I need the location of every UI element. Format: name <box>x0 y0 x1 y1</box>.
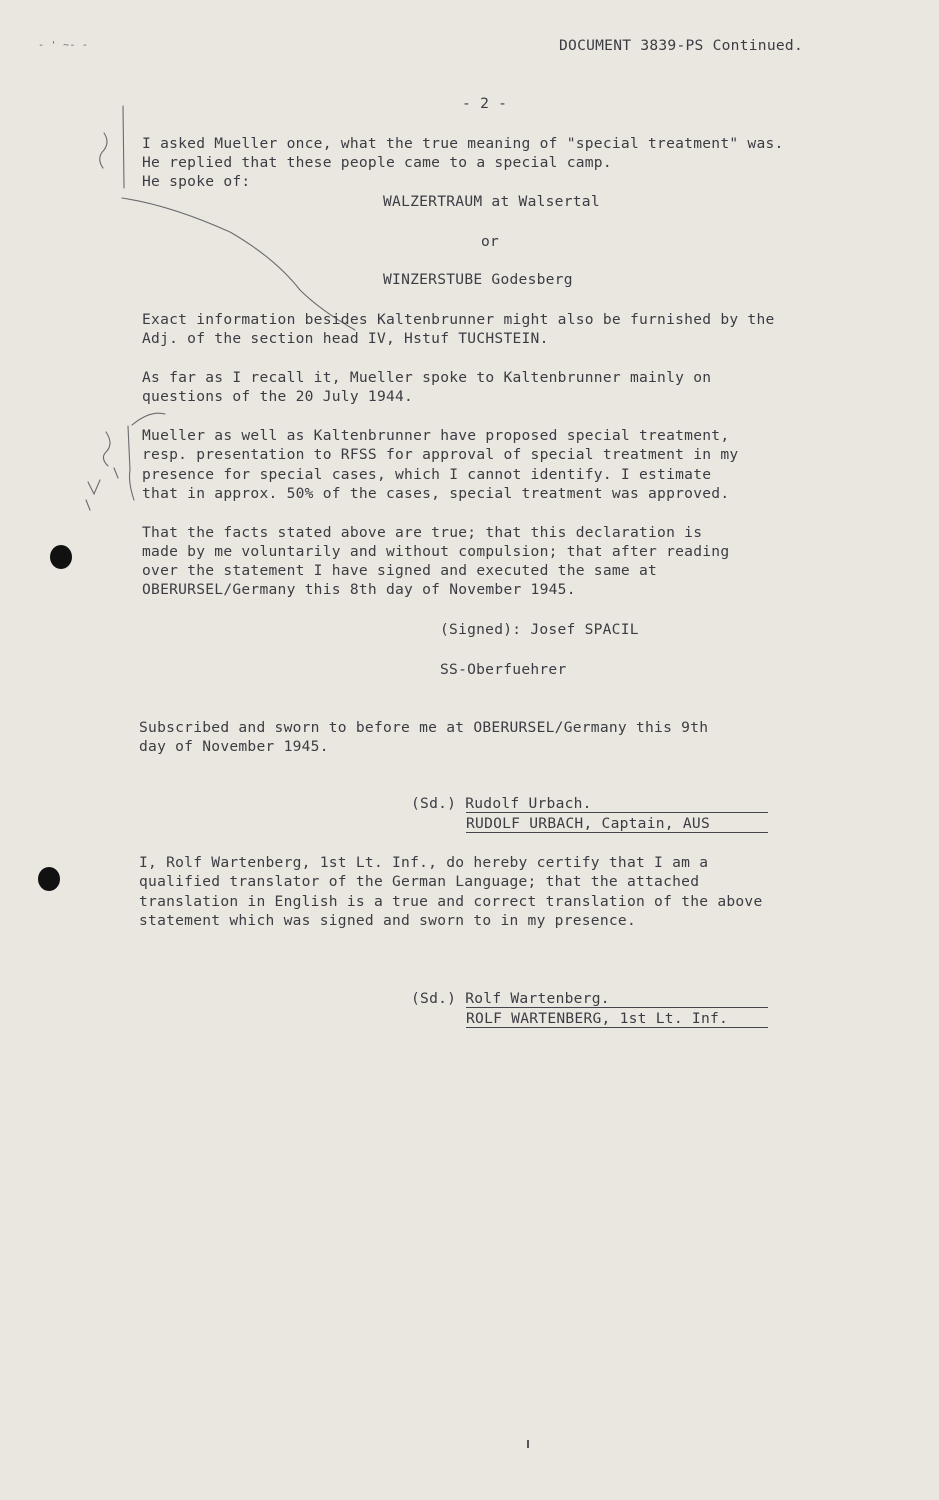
page-number: - 2 - <box>462 95 508 112</box>
punch-hole-upper <box>50 545 72 569</box>
certification-line4: statement which was signed and sworn to in my presence. <box>139 912 636 929</box>
officer-name-underline <box>466 832 768 833</box>
jurat-line1: Subscribed and sworn to before me at OBERURSEL/Germany this 9th <box>139 719 709 736</box>
para5-line1: That the facts stated above are true; that this declaration is <box>142 524 703 541</box>
declarant-rank: SS-Oberfuehrer <box>440 661 567 678</box>
translator-signature-line <box>466 1007 768 1008</box>
para4-line3: presence for special cases, which I cannot identify. I estimate <box>142 466 712 483</box>
para1-line3: He spoke of: <box>142 173 251 190</box>
para3-line1: As far as I recall it, Mueller spoke to Kaltenbrunner mainly on <box>142 369 712 386</box>
certification-line2: qualified translator of the German Language; that the attached <box>139 873 700 890</box>
translator-signature: (Sd.) Rolf Wartenberg. <box>411 990 610 1007</box>
para2-line2: Adj. of the section head IV, Hstuf TUCHSTEIN. <box>142 330 549 347</box>
para5-line3: over the statement I have signed and executed the same at <box>142 562 658 579</box>
officer-signature: (Sd.) Rudolf Urbach. <box>411 795 592 812</box>
translator-typed-name: ROLF WARTENBERG, 1st Lt. Inf. <box>466 1010 729 1027</box>
punch-hole-lower <box>38 867 60 891</box>
certification-line1: I, Rolf Wartenberg, 1st Lt. Inf., do hereby certify that I am a <box>139 854 709 871</box>
document-reference: DOCUMENT 3839-PS Continued. <box>559 37 803 54</box>
para3-line2: questions of the 20 July 1944. <box>142 388 414 405</box>
para4-line1: Mueller as well as Kaltenbrunner have proposed special treatment, <box>142 427 730 444</box>
para5-line4: OBERURSEL/Germany this 8th day of November 1945. <box>142 581 576 598</box>
officer-typed-name: RUDOLF URBACH, Captain, AUS <box>466 815 710 832</box>
jurat-line2: day of November 1945. <box>139 738 329 755</box>
bottom-pencil-mark <box>527 1440 529 1448</box>
corner-mark: - ' ~- - <box>38 40 89 51</box>
para2-line1: Exact information besides Kaltenbrunner might also be furnished by the <box>142 311 775 328</box>
para4-line2: resp. presentation to RFSS for approval of special treatment in my <box>142 446 739 463</box>
place-winzerstube: WINZERSTUBE Godesberg <box>383 271 573 288</box>
place-or: or <box>481 233 500 250</box>
translator-name-underline <box>466 1027 768 1028</box>
margin-bracket-mark <box>100 133 107 168</box>
para4-line4: that in approx. 50% of the cases, special treatment was approved. <box>142 485 730 502</box>
place-walzertraum: WALZERTRAUM at Walsertal <box>383 193 600 210</box>
para1-line2: He replied that these people came to a special camp. <box>142 154 612 171</box>
officer-signature-line <box>466 812 768 813</box>
certification-line3: translation in English is a true and correct translation of the above <box>139 893 763 910</box>
declarant-signature: (Signed): Josef SPACIL <box>440 621 639 638</box>
para1-line1: I asked Mueller once, what the true meaning of "special treatment" was. <box>142 135 784 152</box>
para5-line2: made by me voluntarily and without compulsion; that after reading <box>142 543 730 560</box>
